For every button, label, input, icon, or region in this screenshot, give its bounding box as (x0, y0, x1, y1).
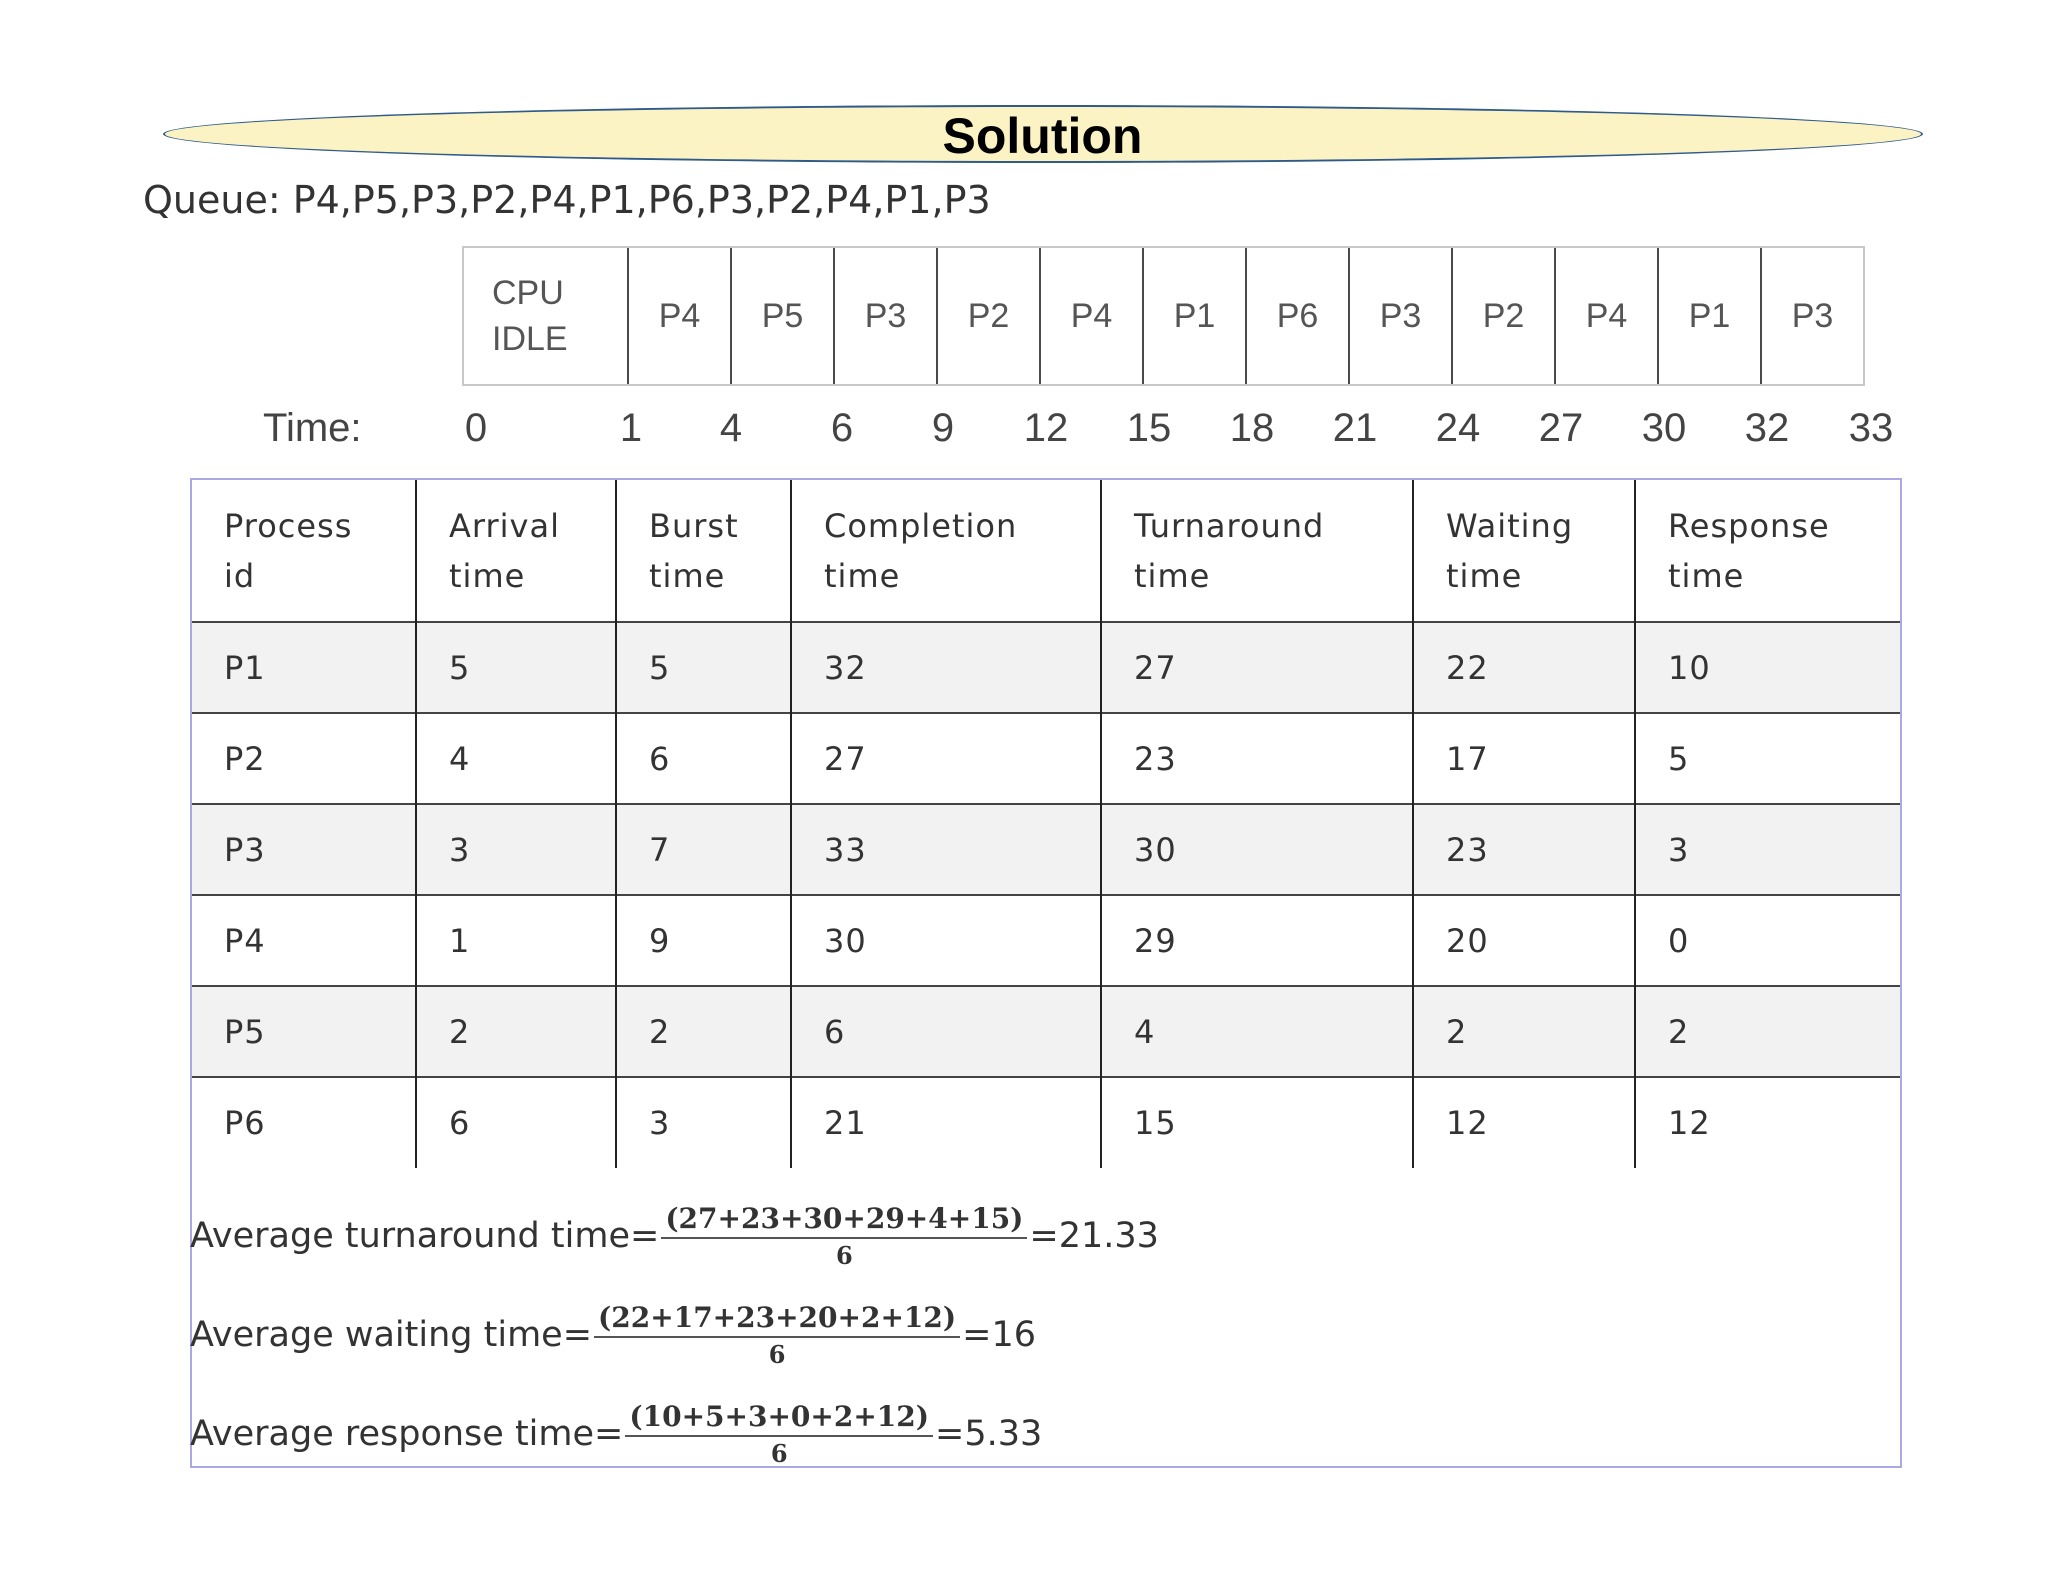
table-cell: P1 (192, 622, 416, 713)
formula-numerator: (27+23+30+29+4+15) (661, 1202, 1027, 1239)
table-cell: 1 (416, 895, 616, 986)
formula-fraction (625, 1400, 933, 1468)
table-cell: 5 (616, 622, 791, 713)
average-turnaround-formula (190, 1202, 1159, 1270)
gantt-cell: P3 (833, 248, 936, 384)
table-cell: 5 (416, 622, 616, 713)
time-tick: 24 (1435, 406, 1481, 450)
column-header: Response time (1635, 480, 1900, 622)
table-cell: P6 (192, 1077, 416, 1168)
formula-label: Average waiting time= (190, 1315, 593, 1355)
formula-result: =5.33 (935, 1414, 1043, 1454)
table-cell: 9 (616, 895, 791, 986)
table-cell: 20 (1413, 895, 1635, 986)
table-row (192, 804, 1900, 895)
table-cell: 7 (616, 804, 791, 895)
gantt-cell: P6 (1245, 248, 1348, 384)
page-title: Solution (942, 108, 1143, 164)
table-cell: 30 (1101, 804, 1413, 895)
table-row (192, 713, 1900, 804)
formula-fraction (661, 1202, 1027, 1270)
gantt-cell: P5 (730, 248, 833, 384)
queue-line: Queue: P4,P5,P3,P2,P4,P1,P6,P3,P2,P4,P1,P3 (143, 178, 991, 222)
table-cell: P2 (192, 713, 416, 804)
table-cell: 6 (616, 713, 791, 804)
table-cell: 33 (791, 804, 1101, 895)
gantt-cell: P1 (1657, 248, 1760, 384)
table-cell: 2 (1413, 986, 1635, 1077)
table-cell: 12 (1413, 1077, 1635, 1168)
gantt-cell: P4 (1554, 248, 1657, 384)
column-header: Process id (224, 506, 353, 595)
time-tick: 12 (1023, 406, 1069, 450)
column-header: Completion time (791, 480, 1101, 622)
gantt-chart (462, 246, 1865, 386)
table-cell: 27 (791, 713, 1101, 804)
formula-numerator: (22+17+23+20+2+12) (594, 1301, 960, 1338)
average-response-formula (190, 1400, 1042, 1468)
formula-result: =21.33 (1029, 1216, 1159, 1256)
formula-denominator: 6 (770, 1439, 788, 1468)
table-cell: 5 (1635, 713, 1900, 804)
table-row (192, 986, 1900, 1077)
table-cell: 3 (616, 1077, 791, 1168)
table-row (192, 895, 1900, 986)
table-cell: 3 (1635, 804, 1900, 895)
time-tick: 27 (1538, 406, 1584, 450)
table-header-row (192, 480, 1900, 622)
table-cell: 23 (1101, 713, 1413, 804)
gantt-idle-line1: CPU (492, 274, 564, 312)
formula-numerator: (10+5+3+0+2+12) (625, 1400, 933, 1437)
column-header: Turnaround time (1101, 480, 1413, 622)
gantt-cell: P2 (936, 248, 1039, 384)
time-axis-label: Time: (263, 406, 362, 450)
table-cell: 3 (416, 804, 616, 895)
formula-label: Average response time= (190, 1414, 624, 1454)
gantt-cell: P3 (1760, 248, 1863, 384)
table-cell: 10 (1635, 622, 1900, 713)
table-cell: 4 (1101, 986, 1413, 1077)
table-cell: 6 (791, 986, 1101, 1077)
table-cell: 27 (1101, 622, 1413, 713)
time-tick: 1 (619, 406, 643, 450)
time-tick: 15 (1126, 406, 1172, 450)
table-cell: 29 (1101, 895, 1413, 986)
formula-denominator: 6 (768, 1340, 786, 1369)
table-cell: 30 (791, 895, 1101, 986)
formula-label: Average turnaround time= (190, 1216, 660, 1256)
time-tick: 9 (931, 406, 955, 450)
table-cell: 12 (1635, 1077, 1900, 1168)
time-tick: 32 (1744, 406, 1790, 450)
gantt-cell: P4 (627, 248, 730, 384)
table-cell: 0 (1635, 895, 1900, 986)
table-cell: 17 (1413, 713, 1635, 804)
gantt-time-axis (0, 402, 2048, 462)
time-tick: 4 (719, 406, 743, 450)
process-table (192, 480, 1900, 1168)
table-cell: 2 (1635, 986, 1900, 1077)
gantt-cell: P2 (1451, 248, 1554, 384)
average-waiting-formula (190, 1301, 1036, 1369)
formula-result: =16 (962, 1315, 1037, 1355)
table-cell: 32 (791, 622, 1101, 713)
time-tick: 33 (1848, 406, 1894, 450)
gantt-cell: P3 (1348, 248, 1451, 384)
time-tick: 6 (830, 406, 854, 450)
table-cell: 22 (1413, 622, 1635, 713)
table-cell: P3 (192, 804, 416, 895)
table-row (192, 1077, 1900, 1168)
table-cell: 4 (416, 713, 616, 804)
column-header: Burst time (616, 480, 791, 622)
gantt-cell: P4 (1039, 248, 1142, 384)
column-header: Arrival time (416, 480, 616, 622)
gantt-cell-idle (464, 248, 627, 384)
gantt-cell: P1 (1142, 248, 1245, 384)
table-cell: 2 (416, 986, 616, 1077)
table-cell: 6 (416, 1077, 616, 1168)
table-row (192, 622, 1900, 713)
time-tick: 21 (1332, 406, 1378, 450)
formula-fraction (594, 1301, 960, 1369)
table-cell: P5 (192, 986, 416, 1077)
time-tick: 30 (1641, 406, 1687, 450)
gantt-idle-line2: IDLE (492, 320, 568, 358)
table-cell: 21 (791, 1077, 1101, 1168)
table-cell: 15 (1101, 1077, 1413, 1168)
column-header: Waiting time (1413, 480, 1635, 622)
time-tick: 0 (464, 406, 488, 450)
table-cell: 2 (616, 986, 791, 1077)
formula-denominator: 6 (836, 1241, 853, 1270)
table-cell: P4 (192, 895, 416, 986)
time-tick: 18 (1229, 406, 1275, 450)
table-cell: 23 (1413, 804, 1635, 895)
